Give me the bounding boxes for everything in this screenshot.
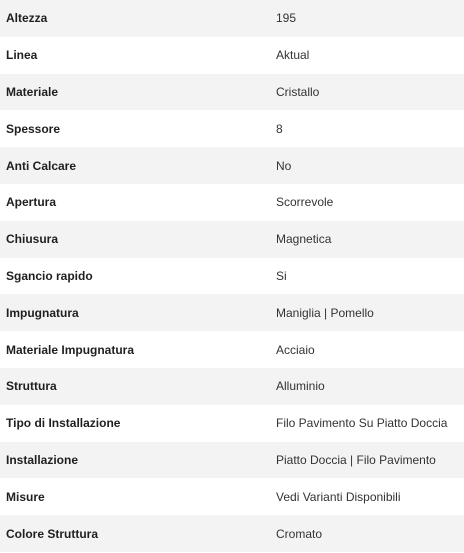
spec-row-chiusura <box>0 221 464 258</box>
spec-value: 8 <box>276 121 283 136</box>
spec-row-struttura <box>0 368 464 405</box>
spec-label: Altezza <box>6 11 48 26</box>
spec-row-materiale-impugnatura <box>0 331 464 368</box>
spec-value: Scorrevole <box>276 195 334 210</box>
spec-value: No <box>276 158 292 173</box>
spec-label: Linea <box>6 48 38 63</box>
spec-row-anti-calcare <box>0 147 464 184</box>
spec-value: Magnetica <box>276 232 332 247</box>
spec-label: Struttura <box>6 379 57 394</box>
spec-row-materiale <box>0 74 464 111</box>
spec-row-misure <box>0 478 464 515</box>
spec-row-impugnatura <box>0 294 464 331</box>
spec-value: Filo Pavimento Su Piatto Doccia <box>276 416 448 431</box>
spec-row-installazione <box>0 442 464 479</box>
spec-value: Cristallo <box>276 84 320 99</box>
spec-row-altezza <box>0 0 464 37</box>
spec-value: Maniglia | Pomello <box>276 305 374 320</box>
spec-value: Aktual <box>276 48 310 63</box>
spec-value: Alluminio <box>276 379 325 394</box>
spec-row-spessore <box>0 110 464 147</box>
spec-row-tipo-di-installazione <box>0 405 464 442</box>
spec-label: Installazione <box>6 452 79 467</box>
spec-value: Piatto Doccia | Filo Pavimento <box>276 452 436 467</box>
spec-value: Cromato <box>276 526 323 541</box>
spec-label: Materiale <box>6 84 59 99</box>
spec-value: Acciaio <box>276 342 315 357</box>
spec-label: Materiale Impugnatura <box>6 342 135 357</box>
spec-label: Sgancio rapido <box>6 268 93 283</box>
spec-row-apertura <box>0 184 464 221</box>
spec-row-colore-struttura <box>0 515 464 552</box>
spec-label: Tipo di Installazione <box>6 416 121 431</box>
spec-label: Apertura <box>6 195 57 210</box>
spec-label: Colore Struttura <box>6 526 99 541</box>
spec-value: Vedi Varianti Disponibili <box>276 489 401 504</box>
spec-label: Impugnatura <box>6 305 79 320</box>
spec-label: Anti Calcare <box>6 158 77 173</box>
spec-label: Chiusura <box>6 232 59 247</box>
spec-value: Si <box>276 268 287 283</box>
spec-label: Misure <box>6 489 45 504</box>
spec-label: Spessore <box>6 121 61 136</box>
spec-value: 195 <box>276 11 297 26</box>
spec-row-sgancio-rapido <box>0 258 464 295</box>
spec-row-linea <box>0 37 464 74</box>
